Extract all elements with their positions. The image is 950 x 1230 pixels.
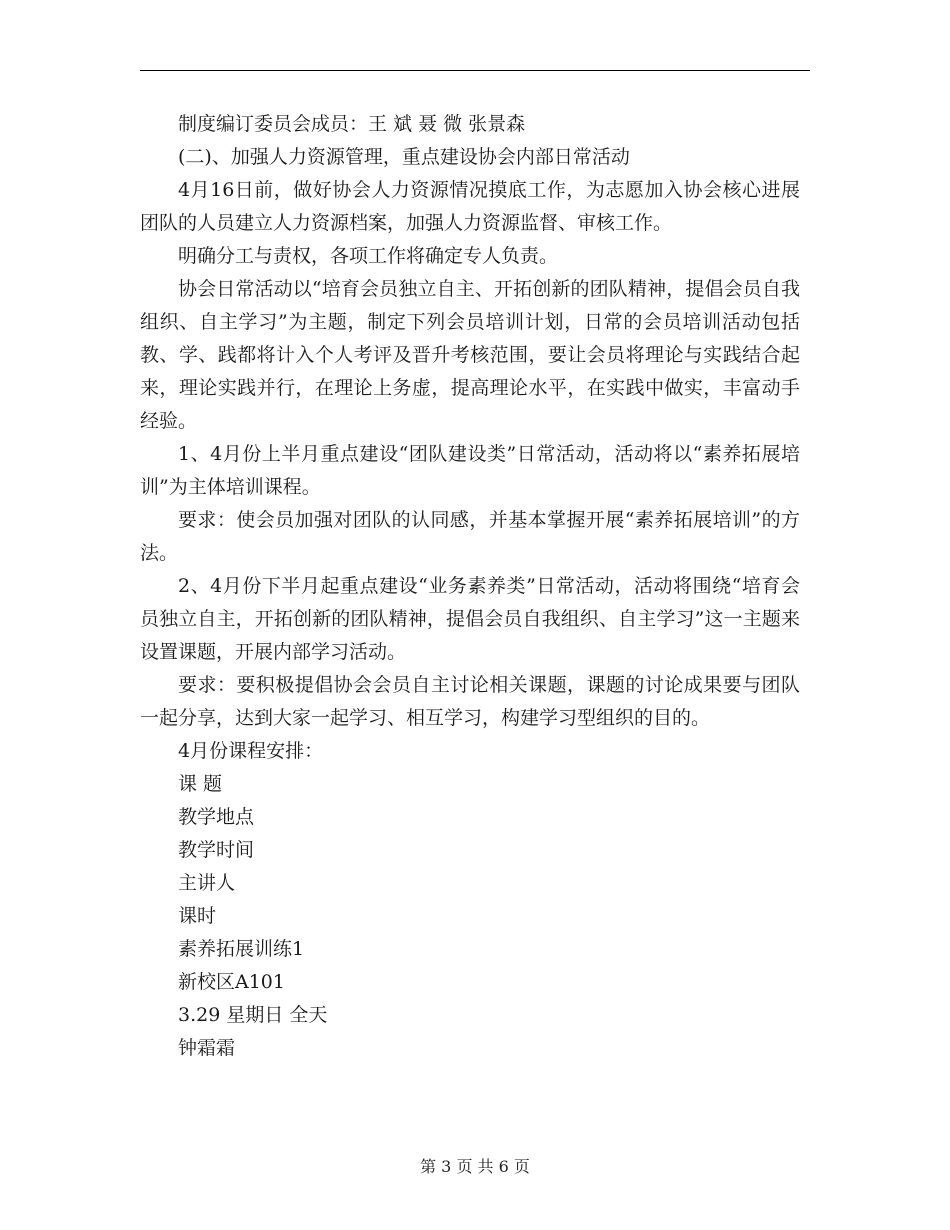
committee-members-paragraph: 制度编订委员会成员：王 斌 聂 微 张景森 <box>178 113 526 135</box>
schedule-line: 教学时间 <box>178 839 255 861</box>
section-heading: (二)、加强人力资源管理，重点建设协会内部日常活动 <box>178 146 630 168</box>
body-paragraph: 明确分工与责权，各项工作将确定专人负责。 <box>178 245 559 267</box>
document-body <box>140 108 800 1065</box>
requirement-paragraph: 要求：要积极提倡协会会员自主讨论相关课题，课题的讨论成果要与团队一起分享，达到大家一起学习、相互学习，构建学习型组织的目的。 <box>140 674 800 729</box>
schedule-line: 素养拓展训练1 <box>178 938 305 960</box>
schedule-line: 主讲人 <box>178 872 236 894</box>
body-paragraph: 协会日常活动以“培育会员独立自主、开拓创新的团队精神，提倡会员自我组织、自主学习”为主题，制定下列会员培训计划，日常的会员培训活动包括教、学、践都将计入个人考评及晋升考核范围，要让会员将理论与实践结合起来，理论实践并行，在理论上务虚，提高理论水平，在实践中做实，丰富动手经验。 <box>140 278 800 432</box>
schedule-line: 课时 <box>178 905 217 927</box>
body-paragraph: 4月16日前，做好协会人力资源情况摸底工作，为志愿加入协会核心进展团队的人员建立人力资源档案，加强人力资源监督、审核工作。 <box>140 179 800 234</box>
body-paragraph: 1、4月份上半月重点建设“团队建设类”日常活动，活动将以“素养拓展培训”为主体培训课程。 <box>140 443 800 498</box>
schedule-heading: 4月份课程安排： <box>178 740 324 762</box>
requirement-paragraph: 要求：使会员加强对团队的认同感，并基本掌握开展“素养拓展培训”的方法。 <box>140 509 800 564</box>
header-rule <box>140 70 810 71</box>
body-paragraph: 2、4月份下半月起重点建设“业务素养类”日常活动，活动将围绕“培育会员独立自主，开拓创新的团队精神，提倡会员自我组织、自主学习”这一主题来设置课题，开展内部学习活动。 <box>140 575 800 663</box>
schedule-line: 钟霜霜 <box>178 1037 236 1059</box>
schedule-line: 课 题 <box>178 773 223 795</box>
schedule-line: 新校区A101 <box>178 971 285 993</box>
schedule-line: 3.29 星期日 全天 <box>178 1004 328 1026</box>
schedule-line: 教学地点 <box>178 806 255 828</box>
page-footer: 第 3 页 共 6 页 <box>420 1157 530 1176</box>
